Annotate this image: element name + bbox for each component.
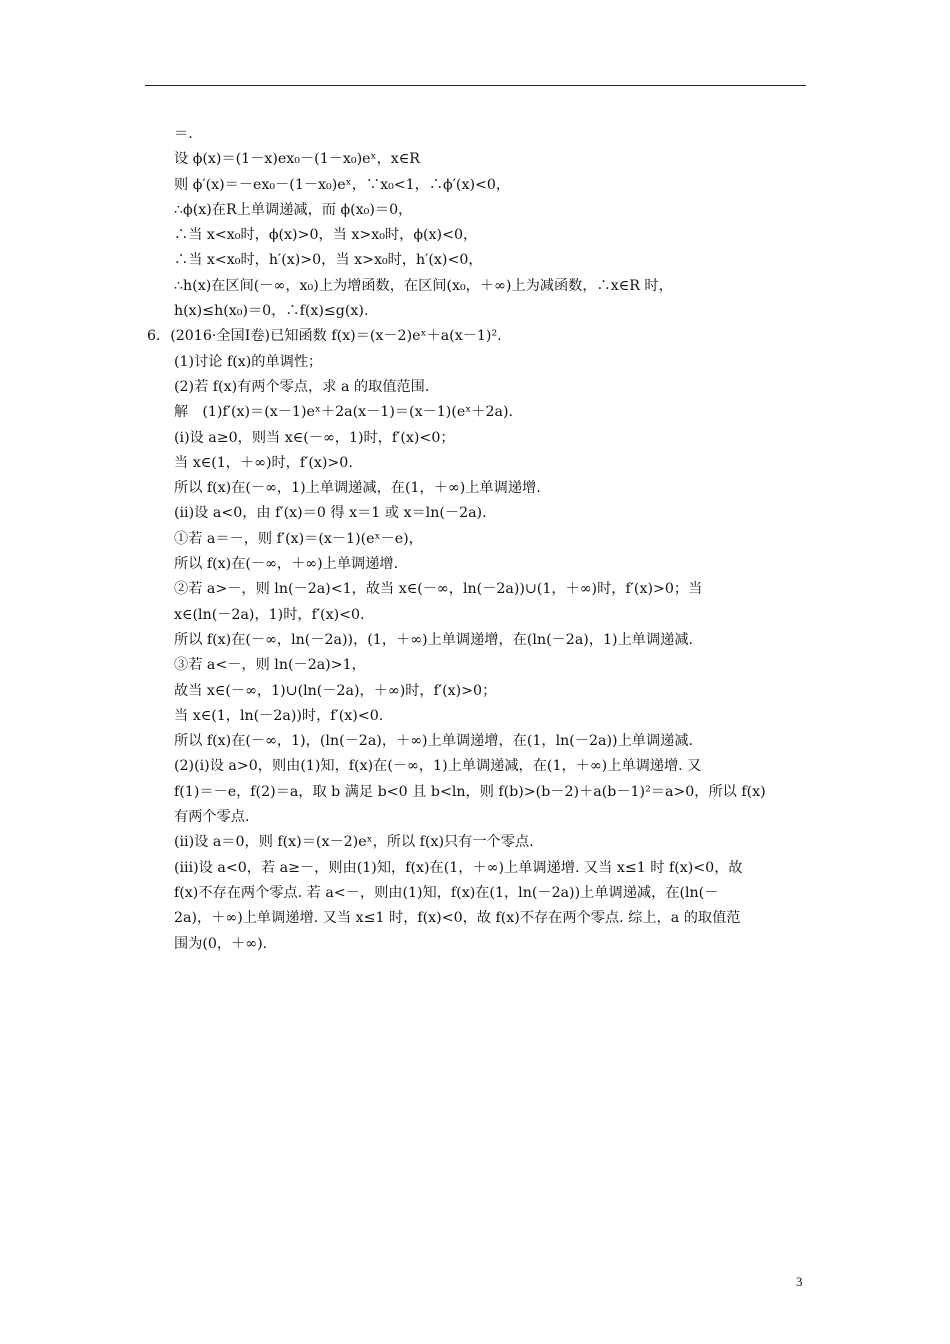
text-line: (ⅰ)设 a≥0，则当 x∈(－∞，1)时，f′(x)<0； bbox=[174, 429, 455, 446]
text-line: 则 ϕ′(x)＝－ex₀－(1－x₀)eˣ，∵x₀<1，∴ϕ′(x)<0， bbox=[174, 176, 511, 193]
header-rule bbox=[145, 85, 806, 86]
text-line: (2)若 f(x)有两个零点，求 a 的取值范围. bbox=[174, 378, 430, 395]
text-line: 当 x∈(1，ln(－2a))时，f′(x)<0. bbox=[174, 707, 384, 724]
text-line: ∴当 x<x₀时，ϕ(x)>0，当 x>x₀时，ϕ(x)<0， bbox=[174, 227, 478, 244]
text-line: 当 x∈(1，＋∞)时，f′(x)>0. bbox=[174, 454, 353, 471]
text-line: (ⅱ)设 a<0，由 f′(x)＝0 得 x＝1 或 x＝ln(－2a). bbox=[174, 505, 487, 522]
text-line: 有两个零点. bbox=[174, 809, 250, 826]
text-line: (1)讨论 f(x)的单调性； bbox=[174, 353, 323, 370]
text-line: (ⅲ)设 a<0，若 a≥－，则由(1)知，f(x)在(1，＋∞)上单调递增. 又当 x≤1 时 f(x)<0，故 bbox=[174, 859, 743, 876]
text-line: (2)(ⅰ)设 a>0，则由(1)知，f(x)在(－∞，1)上单调递减，在(1，＋∞)上单调递增. 又 bbox=[174, 758, 702, 775]
text-line: x∈(ln(－2a)，1)时，f′(x)<0. bbox=[174, 606, 365, 623]
text-line: ∴当 x<x₀时，h′(x)>0，当 x>x₀时，h′(x)<0， bbox=[174, 252, 483, 269]
text-line: 所以 f(x)在(－∞，1)上单调递减，在(1，＋∞)上单调递增. bbox=[174, 480, 541, 497]
text-line: ③若 a<－，则 ln(－2a)>1， bbox=[174, 657, 366, 674]
page-number: 3 bbox=[796, 1274, 803, 1289]
text-line: ②若 a>－，则 ln(－2a)<1，故当 x∈(－∞，ln(－2a))∪(1，＋∞)时，f′(x)>0；当 bbox=[174, 581, 703, 598]
text-line: 解 (1)f′(x)＝(x－1)eˣ＋2a(x－1)＝(x－1)(eˣ＋2a). bbox=[174, 404, 513, 421]
text-line: 所以 f(x)在(－∞，1)，(ln(－2a)，＋∞)上单调递增，在(1，ln(－2a))上单调递减. bbox=[174, 733, 694, 750]
text-line: 所以 f(x)在(－∞，＋∞)上单调递增. bbox=[174, 556, 399, 573]
text-line: ＝. bbox=[174, 126, 193, 142]
text-line: h(x)≤h(x₀)＝0，∴f(x)≤g(x). bbox=[174, 303, 369, 320]
text-line: 故当 x∈(－∞，1)∪(ln(－2a)，＋∞)时，f′(x)>0； bbox=[174, 682, 497, 699]
text-line: 设 ϕ(x)＝(1－x)ex₀－(1－x₀)eˣ，x∈R bbox=[174, 151, 420, 168]
text-line: (ⅱ)设 a＝0，则 f(x)＝(x－2)eˣ，所以 f(x)只有一个零点. bbox=[174, 834, 534, 851]
text-line: ∴h(x)在区间(－∞，x₀)上为增函数，在区间(x₀，＋∞)上为减函数，∴x∈R 时， bbox=[174, 277, 673, 294]
text-line: f(1)＝－e，f(2)＝a，取 b 满足 b<0 且 b<ln，则 f(b)>(b－2)＋a(b－1)²＝a>0，所以 f(x) bbox=[174, 783, 766, 800]
text-line: ∴ϕ(x)在R上单调递减，而 ϕ(x₀)＝0， bbox=[174, 201, 413, 218]
text-line: 围为(0，＋∞). bbox=[174, 935, 268, 952]
text-line: f(x)不存在两个零点. 若 a<－，则由(1)知，f(x)在(1，ln(－2a))上单调递减，在(ln(－ bbox=[174, 884, 719, 901]
text-line: 所以 f(x)在(－∞，ln(－2a))，(1，＋∞)上单调递增，在(ln(－2a)，1)上单调递减. bbox=[174, 631, 694, 648]
text-line: 2a)，＋∞)上单调递增. 又当 x≤1 时，f(x)<0，故 f(x)不存在两个零点. 综上，a 的取值范 bbox=[174, 910, 741, 927]
text-line: ①若 a＝－，则 f′(x)＝(x－1)(eˣ－e)， bbox=[174, 530, 423, 547]
text-line: 6．(2016·全国Ⅰ卷)已知函数 f(x)＝(x－2)eˣ＋a(x－1)². bbox=[147, 328, 502, 345]
document-body bbox=[147, 122, 817, 957]
